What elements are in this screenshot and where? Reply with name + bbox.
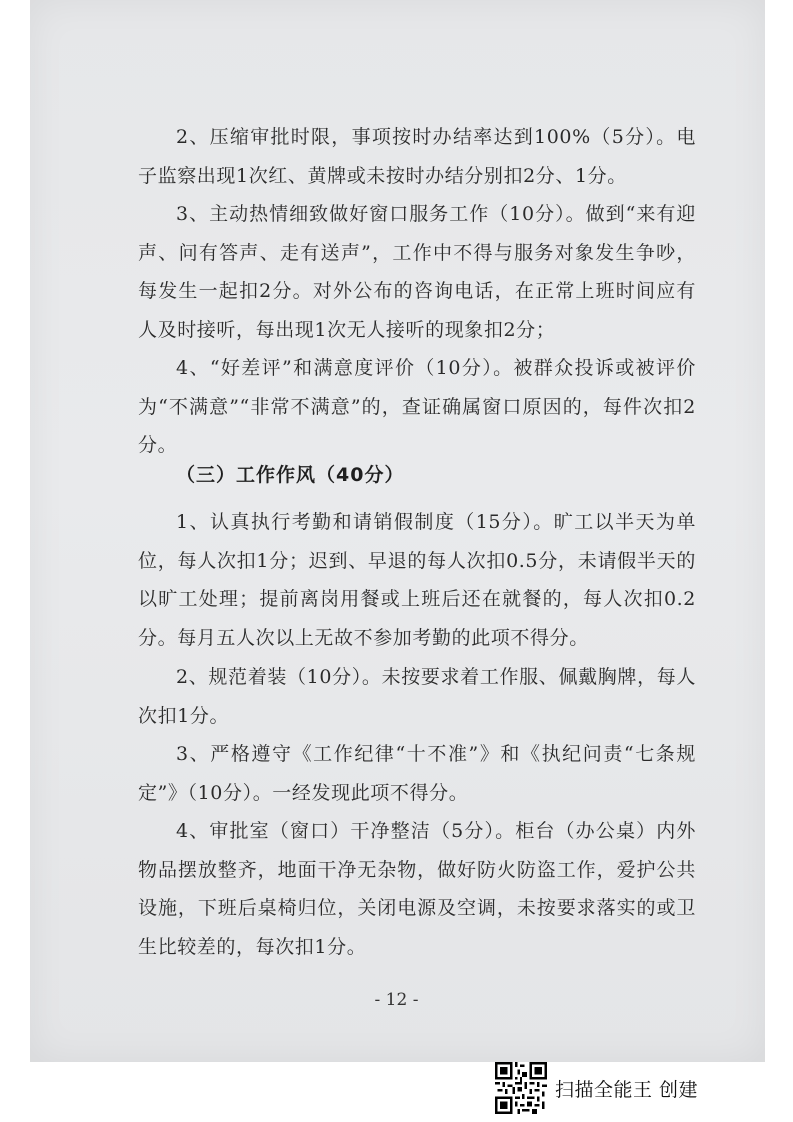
- section-paragraph-1: 1、认真执行考勤和请销假制度（15分）。旷工以半天为单位，每人次扣1分；迟到、早退的每人次扣0.5分，未请假半天的以旷工处理；提前离岗用餐或上班后还在就餐的，每人次扣0.2分。每月五人次以上无故不参加考勤的此项不得分。: [138, 511, 696, 649]
- scanner-watermark: [495, 1060, 698, 1116]
- paragraph-item-4: 4、“好差评”和满意度评价（10分）。被群众投诉或被评价为“不满意”“非常不满意”的，查证确属窗口原因的，每件次扣2分。: [138, 357, 696, 457]
- page-number: - 12 -: [374, 990, 419, 1010]
- section-paragraph-2: 2、规范着装（10分）。未按要求着工作服、佩戴胸牌，每人次扣1分。: [138, 666, 696, 727]
- scanner-brand-label: 扫描全能王 创建: [555, 1078, 699, 1101]
- paragraph-item-3: 3、主动热情细致做好窗口服务工作（10分）。做到“来有迎声、问有答声、走有送声”，工作中不得与服务对象发生争吵，每发生一起扣2分。对外公布的咨询电话，在正常上班时间应有人及时接听，每出现1次无人接听的现象扣2分；: [138, 203, 696, 341]
- section-paragraph-4: 4、审批室（窗口）干净整洁（5分）。柜台（办公桌）内外物品摆放整齐，地面干净无杂物，做好防火防盗工作，爱护公共设施，下班后桌椅归位，关闭电源及空调，未按要求落实的或卫生比较差的，每次扣1分。: [138, 820, 696, 958]
- section-paragraph-3: 3、严格遵守《工作纪律“十不准”》和《执纪问责“七条规定”》（10分）。一经发现此项不得分。: [138, 743, 696, 804]
- paragraph-item-2: 2、压缩审批时限，事项按时办结率达到100%（5分）。电子监察出现1次红、黄牌或未按时办结分别扣2分、1分。: [138, 126, 696, 187]
- section-heading: （三）工作作风（40分）: [176, 464, 405, 486]
- qr-code-icon: [495, 1062, 547, 1114]
